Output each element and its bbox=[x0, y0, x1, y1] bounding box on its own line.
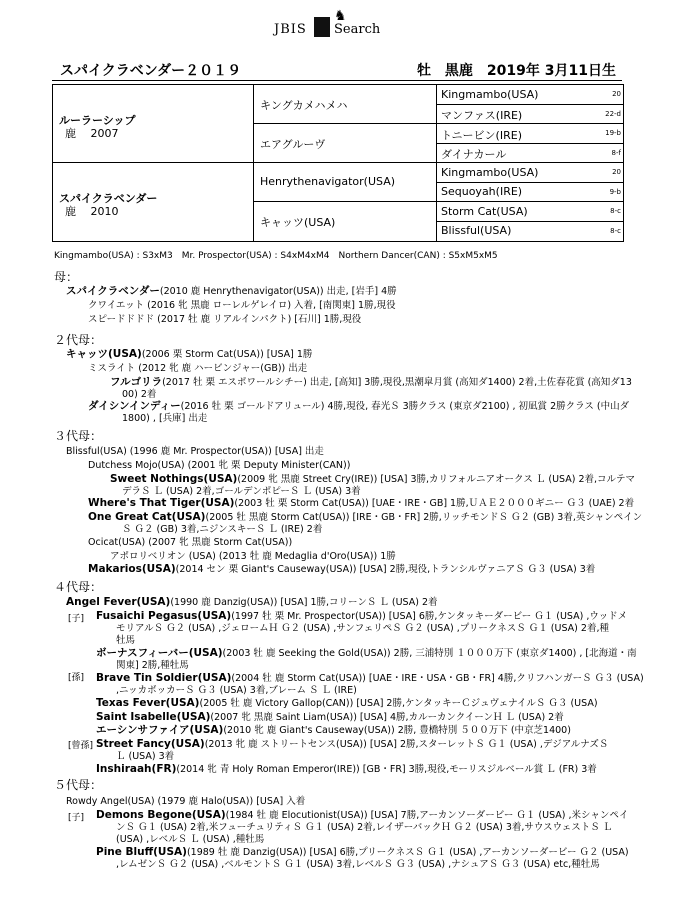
horse-name: スパイクラベンダー２０１９ bbox=[60, 63, 242, 79]
ss-name[interactable]: キングカメハメハ bbox=[260, 99, 348, 112]
g3-cell bbox=[436, 124, 623, 144]
family-entry[interactable]: Street Fancy(USA)(2013 牝 鹿 ストリートセンス(USA)) [USA] 2勝,スターレットＳ Ｇ１ (USA) ,デジアルナズＳ bbox=[96, 738, 609, 750]
family-entry[interactable]: Texas Fever(USA)(2005 牡 鹿 Victory Gallop(CAN)) [USA] 2勝,ケンタッキーＣジュヴェナイルＳ Ｇ３ (USA) bbox=[96, 697, 598, 709]
family-code: 22-d bbox=[605, 110, 621, 118]
jbis-logo[interactable] bbox=[270, 8, 400, 42]
section-2nd-dam: ２代母： bbox=[54, 333, 103, 347]
ds-name[interactable]: Henrythenavigator(USA) bbox=[260, 175, 396, 188]
section-5th-dam: ５代母： bbox=[54, 778, 103, 792]
g3-cell bbox=[436, 183, 623, 202]
family-entry[interactable]: Demons Begone(USA)(1984 牡 鹿 Elocutionist(USA)) [USA] 7勝,アーカンソーダービー Ｇ１ (USA) ,米シャンペイ bbox=[96, 809, 629, 821]
relation-bracket: [子] bbox=[68, 614, 85, 624]
family-entry-cont: モリアルＳ Ｇ２ (USA) ,ジェロームＨ Ｇ２ (USA) ,サンフェリペＳ Ｇ２ (USA) ,プリークネスＳ Ｇ１ (USA) 2着,種 bbox=[116, 623, 609, 634]
family-entry-cont: ,ニッカボッカーＳ Ｇ３ (USA) 3着,ブレーム Ｓ Ｌ (IRE) bbox=[116, 685, 357, 696]
family-entry[interactable]: Pine Bluff(USA)(1989 牡 鹿 Danzig(USA)) [USA] 6勝,プリークネスＳ Ｇ１ (USA) ,アーカンソーダービー Ｇ２ (USA) bbox=[96, 846, 629, 858]
g3-cell bbox=[436, 85, 623, 105]
horse-icon: ♞ bbox=[334, 8, 347, 24]
family-entry-cont: デラＳ Ｌ (USA) 2着,ゴールデンポピーＳ Ｌ (USA) 3着 bbox=[122, 486, 361, 497]
g3-name[interactable]: Kingmambo(USA) bbox=[441, 88, 539, 101]
g3-name[interactable]: トニービン(IRE) bbox=[441, 129, 522, 142]
family-entry[interactable]: ダイシンインディー(2016 牡 栗 ゴールドアリュール) 4勝,現役, 春光Ｓ 3勝クラス (東京ダ2100) , 初凪賞 2勝クラス (中山ダ bbox=[88, 400, 630, 412]
family-entry[interactable]: One Great Cat(USA)(2005 牡 黒鹿 Storm Cat(USA)) [IRE・GB・FR] 2勝,リッチモンドＳ Ｇ２ (GB) 3着,英シャンペイン bbox=[88, 511, 643, 523]
g3-cell bbox=[436, 163, 623, 183]
family-code: 8-f bbox=[611, 149, 621, 157]
family-entry[interactable]: Brave Tin Soldier(USA)(2004 牡 鹿 Storm Cat(USA)) [UAE・IRE・USA・GB・FR] 4勝,クリフハンガーＳ Ｇ３ (USA) bbox=[96, 672, 644, 684]
family-entry[interactable]: ミスライト (2012 牝 鹿 ハービンジャー(GB)) 出走 bbox=[88, 363, 308, 374]
horse-info: 牡 黒鹿 2019年 3月11日生 bbox=[416, 63, 616, 79]
family-entry[interactable]: フルゴリラ(2017 牡 栗 エスポワールシチー) 出走, [高知] 3勝,現役,黒潮皐月賞 (高知ダ1400) 2着,土佐春花賞 (高知ダ13 bbox=[110, 376, 632, 388]
logo-jockey-icon bbox=[314, 17, 330, 37]
family-entry[interactable]: Dutchess Mojo(USA) (2001 牝 栗 Deputy Minister(CAN)) bbox=[88, 460, 351, 471]
logo-text-right: Search bbox=[334, 22, 381, 37]
section-4th-dam: ４代母： bbox=[54, 580, 103, 594]
dd-name[interactable]: キャッツ(USA) bbox=[260, 216, 336, 229]
horse-header bbox=[52, 60, 622, 81]
family-entry-cont: ,レムゼンＳ Ｇ２ (USA) ,ベルモントＳ Ｇ１ (USA) 3着,レベルＳ Ｇ３ (USA) ,ナシュアＳ Ｇ３ (USA) etc,種牡馬 bbox=[116, 859, 600, 870]
relation-bracket: [曾孫] bbox=[68, 741, 94, 751]
g3-name[interactable]: Blissful(USA) bbox=[441, 224, 512, 237]
g3-name[interactable]: マンファス(IRE) bbox=[441, 109, 523, 122]
section-dam: 母： bbox=[54, 270, 79, 284]
family-entry[interactable]: Angel Fever(USA)(1990 鹿 Danzig(USA)) [USA] 1勝,コリーンＳ Ｌ (USA) 2着 bbox=[66, 596, 438, 608]
family-entry-cont: ンＳ Ｇ１ (USA) 2着,米フューチュリティＳ Ｇ１ (USA) 2着,レイザーバックＨ Ｇ２ (USA) 3着,サウスウェストＳ Ｌ bbox=[116, 822, 613, 833]
relation-bracket: [子] bbox=[68, 813, 85, 823]
family-entry[interactable]: アポロリベリオン (USA) (2013 牡 鹿 Medaglia d'Oro(USA)) 1勝 bbox=[110, 551, 396, 562]
family-entry[interactable]: クワイエット (2016 牝 黒鹿 ローレルゲレイロ) 入着, [南関東] 1勝,現役 bbox=[88, 300, 396, 311]
dam-cell bbox=[53, 163, 253, 241]
family-code: 9-b bbox=[609, 188, 621, 196]
g3-cell bbox=[436, 105, 623, 124]
family-entry-cont: Ｓ Ｇ２ (GB) 3着,ニジンスキーＳ Ｌ (IRE) 2着 bbox=[122, 524, 323, 535]
pedigree-table bbox=[52, 84, 624, 242]
family-code: 20 bbox=[612, 168, 621, 176]
sire-name[interactable]: ルーラーシップ bbox=[59, 114, 136, 127]
family-code: 19-b bbox=[605, 129, 621, 137]
g3-cell bbox=[436, 144, 623, 163]
g3-name[interactable]: Sequoyah(IRE) bbox=[441, 185, 523, 198]
family-entry[interactable]: Rowdy Angel(USA) (1979 鹿 Halo(USA)) [USA] 入着 bbox=[66, 796, 306, 807]
dam-info: 鹿 2010 bbox=[65, 205, 119, 218]
family-entry[interactable]: スパイクラベンダー(2010 鹿 Henrythenavigator(USA)) 出走, [岩手] 4勝 bbox=[66, 285, 397, 297]
family-code: 8-c bbox=[610, 227, 621, 235]
family-entry-cont: 牡馬 bbox=[116, 635, 136, 646]
dd-cell bbox=[253, 202, 436, 241]
sd-cell bbox=[253, 124, 436, 163]
family-code: 20 bbox=[612, 90, 621, 98]
family-entry[interactable]: Makarios(USA)(2014 セン 栗 Giant's Causeway(USA)) [USA] 2勝,現役,トランシルヴァニアＳ Ｇ３ (USA) 3着 bbox=[88, 563, 596, 575]
sd-name[interactable]: エアグルーヴ bbox=[260, 138, 326, 151]
inbreeding-cross: Kingmambo(USA) : S3xM3 Mr. Prospector(USA) : S4xM4xM4 Northern Dancer(CAN) : S5xM5xM5 bbox=[54, 251, 498, 261]
g3-cell bbox=[436, 202, 623, 222]
family-entry-cont: 1800) , [兵庫] 出走 bbox=[122, 413, 208, 424]
ds-cell bbox=[253, 163, 436, 202]
family-entry-cont: 00) 2着 bbox=[122, 389, 157, 400]
relation-bracket: [孫] bbox=[68, 673, 85, 683]
family-entry[interactable]: キャッツ(USA)(2006 栗 Storm Cat(USA)) [USA] 1勝 bbox=[66, 348, 313, 360]
family-entry-cont: (USA) ,レベルＳ Ｌ (USA) ,種牡馬 bbox=[116, 834, 265, 845]
sire-info: 鹿 2007 bbox=[65, 127, 119, 140]
family-entry[interactable]: Inshiraah(FR)(2014 牝 青 Holy Roman Emperor(IRE)) [GB・FR] 3勝,現役,モーリスジルベール賞 Ｌ (FR) 3着 bbox=[96, 763, 597, 775]
g3-name[interactable]: ダイナカール bbox=[441, 148, 507, 161]
family-code: 8-c bbox=[610, 207, 621, 215]
logo-text-left: JBIS bbox=[274, 22, 307, 37]
family-entry-cont: 関東] 2勝,種牡馬 bbox=[116, 660, 189, 671]
family-entry[interactable]: Sweet Nothings(USA)(2009 牝 黒鹿 Street Cry(IRE)) [USA] 3勝,カリフォルニアオークス Ｌ (USA) 2着,コルテマ bbox=[110, 473, 636, 485]
family-entry[interactable]: ボーナスフィーバー(USA)(2003 牡 鹿 Seeking the Gold(USA)) 2勝, 三浦特別 １０００万下 (東京ダ1400) , [北海道・南 bbox=[96, 647, 637, 659]
family-entry[interactable]: Blissful(USA) (1996 鹿 Mr. Prospector(USA)) [USA] 出走 bbox=[66, 446, 324, 457]
family-entry[interactable]: Saint Isabelle(USA)(2007 牝 黒鹿 Saint Liam(USA)) [USA] 4勝,カルーカンクイーンＨ Ｌ (USA) 2着 bbox=[96, 711, 564, 723]
g3-name[interactable]: Storm Cat(USA) bbox=[441, 205, 528, 218]
family-entry[interactable]: スピードドドド (2017 牡 鹿 リアルインパクト) [石川] 1勝,現役 bbox=[88, 314, 362, 325]
sire-cell bbox=[53, 85, 253, 163]
section-3rd-dam: ３代母： bbox=[54, 429, 103, 443]
family-entry-cont: Ｌ (USA) 3着 bbox=[116, 751, 175, 762]
family-entry[interactable]: エーシンサファイア(USA)(2010 牝 鹿 Giant's Causeway(USA)) 2勝, 豊橋特別 ５００万下 (中京芝1400) bbox=[96, 724, 571, 736]
g3-name[interactable]: Kingmambo(USA) bbox=[441, 166, 539, 179]
family-entry[interactable]: Where's That Tiger(USA)(2003 牡 栗 Storm Cat(USA)) [UAE・IRE・GB] 1勝,ＵＡＥ２０００ギニー Ｇ３ (UAE) 2着 bbox=[88, 497, 635, 509]
family-entry[interactable]: Ocicat(USA) (2007 牝 黒鹿 Storm Cat(USA)) bbox=[88, 537, 293, 548]
family-entry[interactable]: Fusaichi Pegasus(USA)(1997 牡 栗 Mr. Prospector(USA)) [USA] 6勝,ケンタッキーダービー Ｇ１ (USA) ,ウッドメ bbox=[96, 610, 628, 622]
dam-name[interactable]: スパイクラベンダー bbox=[59, 192, 158, 205]
ss-cell bbox=[253, 85, 436, 124]
g3-cell bbox=[436, 222, 623, 241]
